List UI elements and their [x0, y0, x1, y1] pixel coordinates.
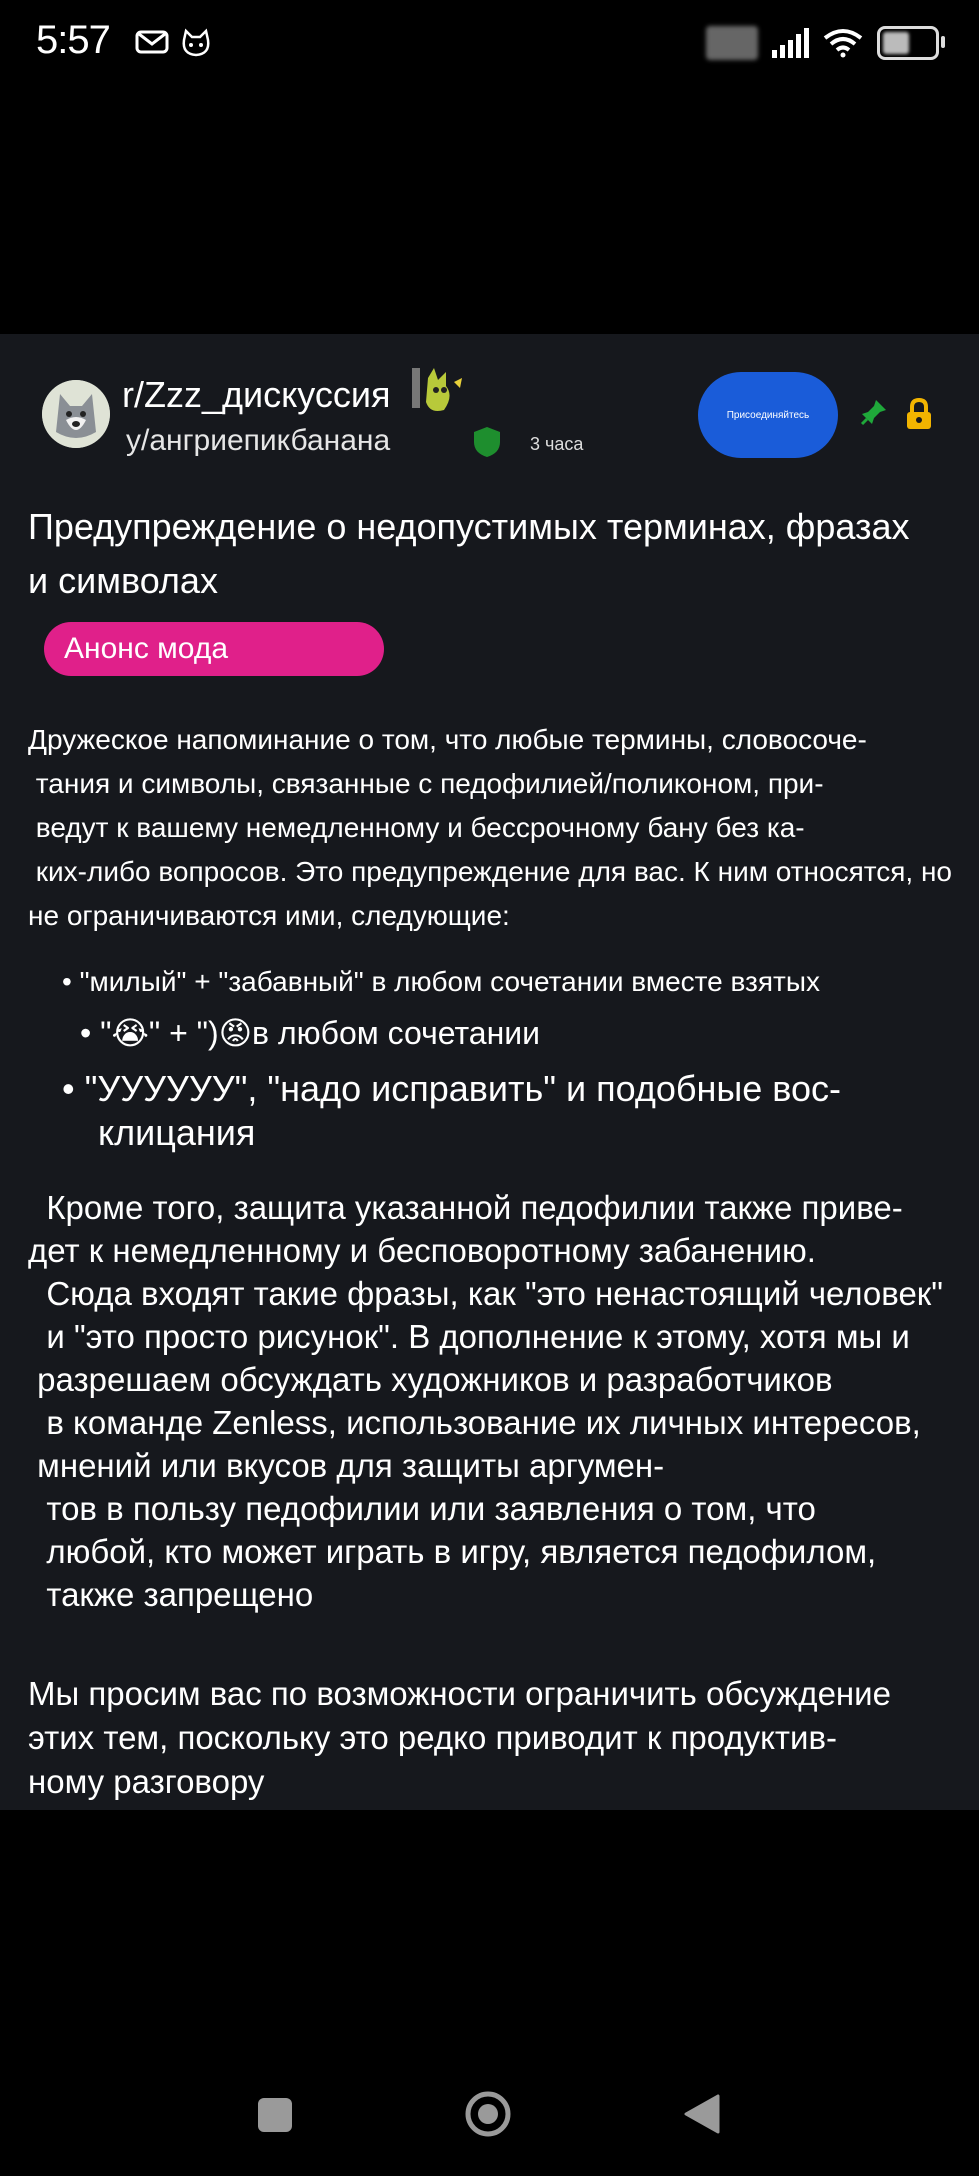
husky-avatar-icon	[42, 380, 110, 448]
bullet-text: "😭" + ")😡в любом сочетании	[100, 1015, 540, 1051]
mod-shield-icon	[472, 426, 502, 458]
body-line: этих тем, поскольку это редко приводит к продуктив-	[28, 1719, 837, 1756]
bullet-text: "милый" + "забавный" в любом сочетании вместе взятых	[79, 966, 821, 997]
battery-icon	[877, 26, 939, 60]
subreddit-name[interactable]: r/Zzz_дискуссия	[122, 374, 391, 415]
wifi-icon	[823, 28, 863, 58]
body-line: любой, кто может играть в игру, является педофилом,	[28, 1533, 877, 1570]
body-paragraph-1	[28, 718, 952, 938]
home-button[interactable]	[464, 2090, 512, 2138]
body-line: не ограничиваются ими, следующие:	[28, 900, 510, 931]
bullet-dot: •	[80, 1015, 101, 1051]
bullet-item	[62, 1068, 841, 1110]
body-line: Кроме того, защита указанной педофилии также приве-	[28, 1189, 903, 1226]
status-time: 5:57	[36, 18, 110, 62]
status-bar	[0, 0, 979, 90]
network-type-icon	[706, 26, 758, 60]
subreddit-avatar[interactable]	[42, 380, 110, 448]
body-line: ведут к вашему немедленному и бессрочному бану без ка-	[28, 812, 805, 843]
cat-app-icon	[179, 28, 213, 58]
body-line: также запрещено	[28, 1576, 314, 1613]
bullet-dot: •	[62, 1068, 85, 1109]
bullet-item	[62, 966, 820, 998]
body-paragraph-3	[28, 1672, 928, 1804]
body-line: Дружеское напоминание о том, что любые термины, словосоче-	[28, 724, 867, 755]
body-line: ких-либо вопросов. Это предупреждение для вас. К ним относятся, но	[28, 856, 952, 887]
user-flair-icon	[410, 366, 468, 418]
body-line: в команде Zenless, использование их личных интересов,	[28, 1404, 921, 1441]
post-flair[interactable]: Анонс мода	[44, 622, 384, 676]
author-username[interactable]: у/ангриепикбанана	[126, 424, 391, 457]
pin-icon	[860, 398, 888, 426]
bullet-item-continuation: клицания	[98, 1112, 256, 1153]
recent-apps-button[interactable]	[258, 2098, 292, 2132]
mail-icon	[135, 28, 169, 56]
body-paragraph-2	[28, 1186, 948, 1616]
signal-icon	[772, 28, 809, 58]
body-line: и "это просто рисунок". В дополнение к этому, хотя мы и	[28, 1318, 910, 1355]
body-line: тов в пользу педофилии или заявления о том, что	[28, 1490, 816, 1527]
body-line: дет к немедленному и бесповоротному забанению.	[28, 1232, 816, 1269]
body-line: ному разговору	[28, 1763, 265, 1800]
body-line: Мы просим вас по возможности ограничить обсуждение	[28, 1675, 891, 1712]
bullet-text: "УУУУУУ", "надо исправить" и подобные вос-	[84, 1068, 841, 1109]
system-icons	[706, 26, 939, 60]
body-line: Сюда входят такие фразы, как "это ненастоящий человек"	[28, 1275, 943, 1312]
join-button[interactable]: Присоединяйтесь	[698, 372, 838, 458]
lock-icon	[904, 398, 934, 430]
post-time: 3 часа	[530, 434, 584, 454]
body-line: тания и символы, связанные с педофилией/поликоном, при-	[28, 768, 824, 799]
bullet-dot: •	[62, 966, 80, 997]
post-title: Предупреждение о недопустимых терминах, фразах и символах	[28, 506, 910, 601]
back-button[interactable]	[682, 2092, 722, 2136]
body-line: мнений или вкусов для защиты аргумен-	[28, 1447, 665, 1484]
notification-icons	[135, 28, 213, 58]
body-line: разрешаем обсуждать художников и разработчиков	[28, 1361, 833, 1398]
bullet-item	[80, 1014, 540, 1052]
